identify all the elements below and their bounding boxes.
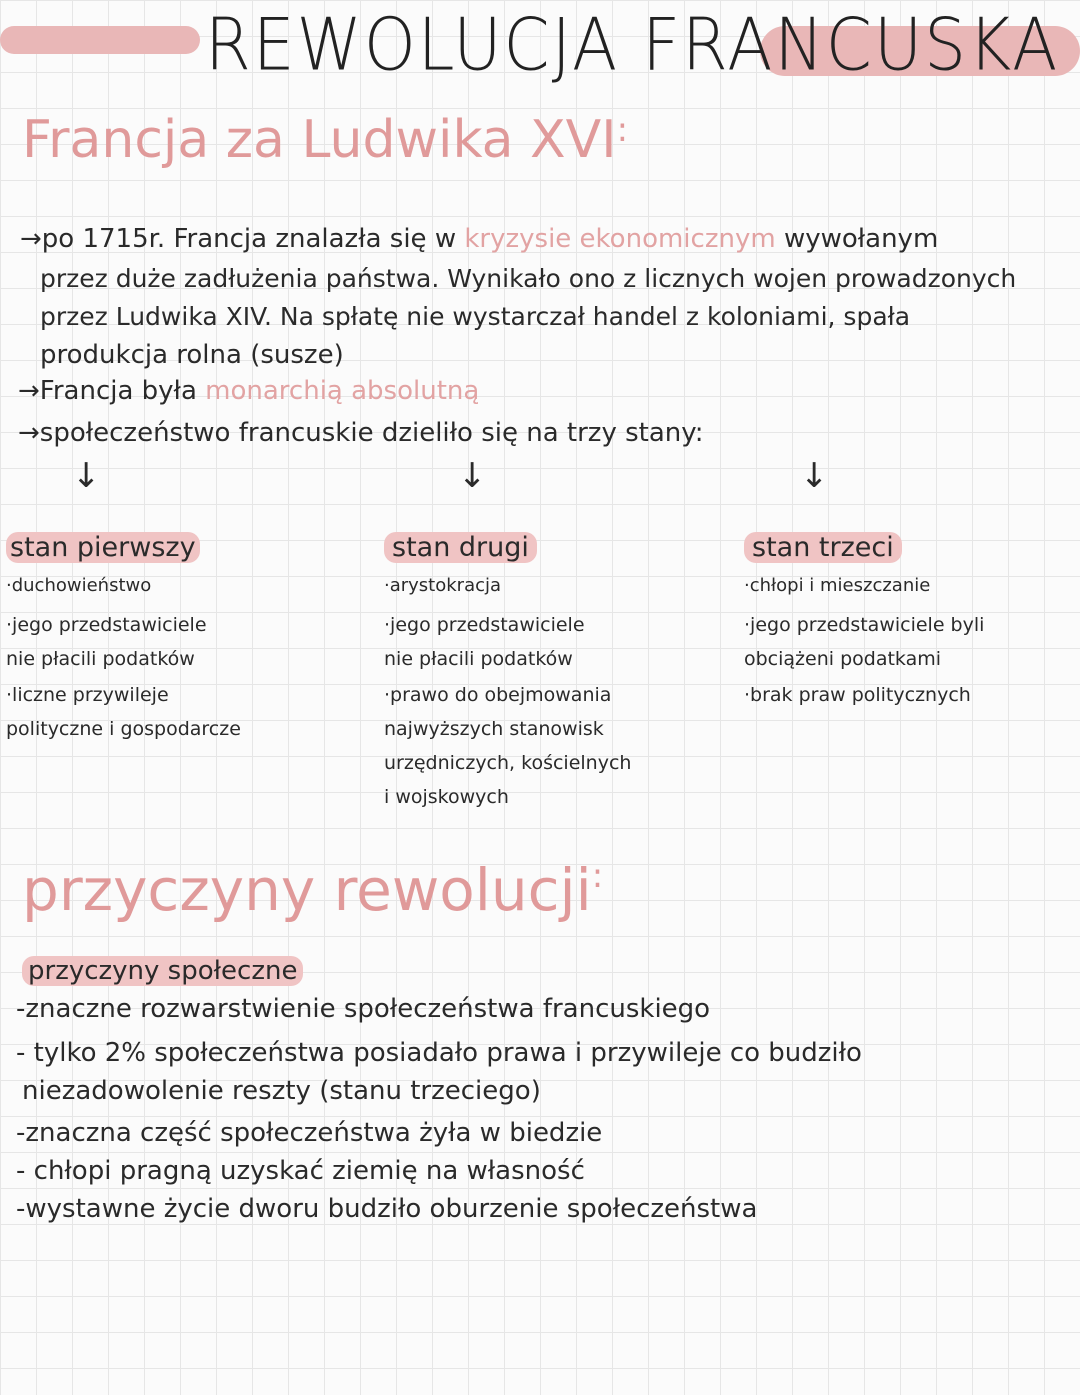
cause-line: - tylko 2% społeczeństwa posiadało prawa i przywileje co budziło [16, 1038, 862, 1068]
estate-column-third [744, 532, 984, 706]
estate-group: ·chłopi i mieszczanie [744, 575, 931, 596]
cause-line: - chłopi pragną uzyskać ziemię na własność [16, 1156, 585, 1186]
monarchy-prefix: →Francja była [18, 376, 197, 406]
estate-note: ·brak praw politycznych [744, 684, 971, 706]
crisis-highlight: kryzysie ekonomicznym [464, 224, 776, 254]
estate-note: urzędniczych, kościelnych [384, 752, 632, 774]
estate-note: nie płacili podatków [384, 648, 573, 670]
estate-note: najwyższych stanowisk [384, 718, 604, 740]
monarchy-line [18, 376, 479, 406]
arrow-down-icon: ↓ [800, 456, 829, 496]
heading-text: Francja za Ludwika XVI [22, 110, 617, 170]
para-line-2: przez duże zadłużenia państwa. Wynikało ono z licznych wojen prowadzonych [40, 264, 1017, 293]
society-line: →społeczeństwo francuskie dzieliło się na trzy stany: [18, 418, 704, 448]
cause-line: -znaczne rozwarstwienie społeczeństwa francuskiego [16, 994, 711, 1024]
heading-colon: : [616, 110, 629, 150]
estate-note: nie płacili podatków [6, 648, 195, 670]
arrow-down-icon: ↓ [458, 456, 487, 496]
estate-column-first [6, 532, 241, 740]
estate-name: stan pierwszy [6, 532, 200, 563]
estate-note: ·jego przedstawiciele [384, 614, 585, 636]
para-line-1 [20, 224, 938, 254]
monarchy-highlight: monarchią absolutną [205, 376, 480, 406]
section-heading-france [22, 110, 628, 170]
estate-title [6, 532, 241, 563]
title-band-left [0, 26, 200, 54]
line1-start: →po 1715r. Francja znalazła się w [20, 224, 457, 254]
estate-note: ·jego przedstawiciele [6, 614, 207, 636]
estate-note: ·liczne przywileje [6, 684, 169, 706]
section-heading-causes [22, 856, 603, 924]
estate-note: i wojskowych [384, 786, 509, 808]
cause-line: -wystawne życie dworu budziło oburzenie społeczeństwa [16, 1194, 758, 1224]
estate-note: obciążeni podatkami [744, 648, 942, 670]
para-line-3: przez Ludwika XIV. Na spłatę nie wystarczał handel z koloniami, spała [40, 302, 911, 331]
estate-group: ·arystokracja [384, 575, 502, 596]
estate-note: ·jego przedstawiciele byli [744, 614, 985, 636]
estate-group: ·duchowieństwo [6, 575, 152, 596]
subheading-text: przyczyny społeczne [22, 956, 303, 986]
arrow-down-icon: ↓ [72, 456, 101, 496]
heading-text: przyczyny rewolucji [22, 856, 592, 924]
estate-column-second [384, 532, 631, 808]
estate-note: ·prawo do obejmowania [384, 684, 612, 706]
causes-subheading [22, 956, 303, 986]
cause-line: niezadowolenie reszty (stanu trzeciego) [22, 1076, 541, 1106]
estate-note: polityczne i gospodarcze [6, 718, 241, 740]
estate-title [384, 532, 631, 563]
line1-tail: wywołanym [783, 224, 939, 254]
page-title: REWOLUCJA FRANCUSKA [205, 2, 1060, 87]
cause-line: -znaczna część społeczeństwa żyła w biedzie [16, 1118, 603, 1148]
estate-title [744, 532, 984, 563]
para-line-4: produkcja rolna (susze) [40, 340, 344, 370]
heading-colon: : [591, 856, 604, 896]
estate-name: stan trzeci [744, 532, 902, 563]
estate-name: stan drugi [384, 532, 537, 563]
